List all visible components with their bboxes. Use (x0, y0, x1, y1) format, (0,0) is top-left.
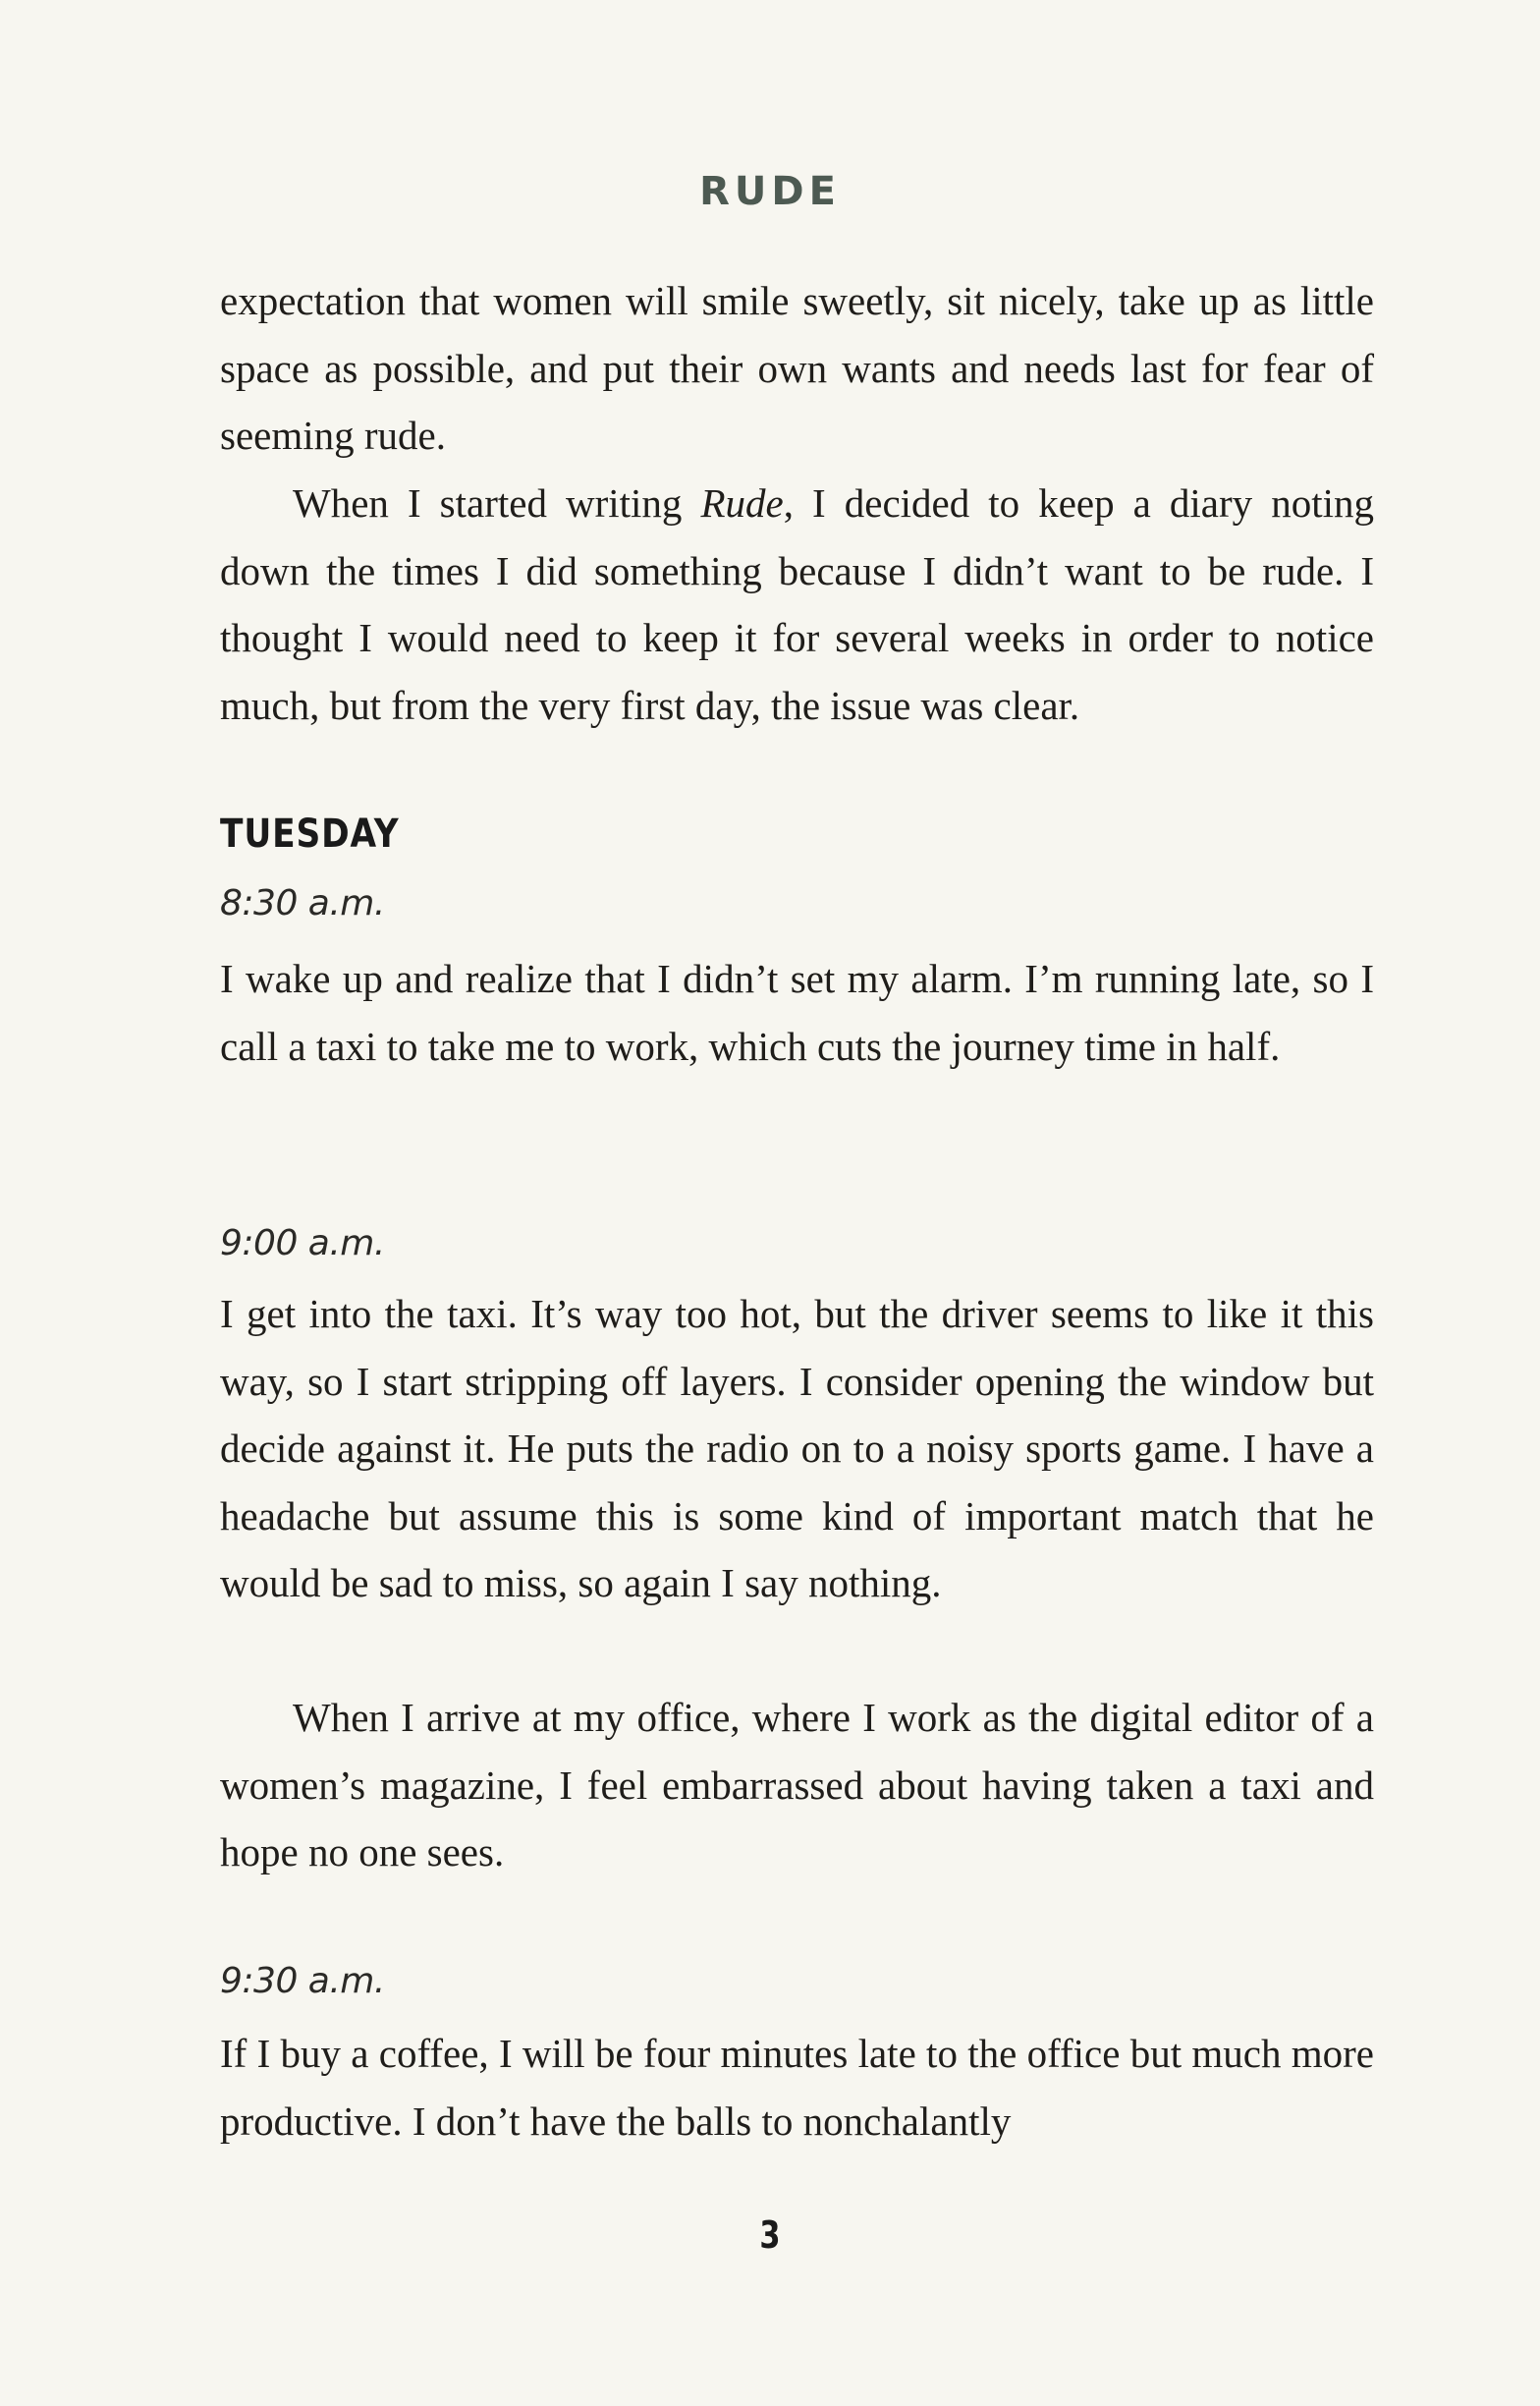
intro-paragraph: expectation that women will smile sweetly, sit nicely, take up as little space as possible, and put their own wants and needs last for fear of seeming rude. (220, 278, 1374, 458)
page-number: 3 (759, 2213, 781, 2257)
running-header-title: RUDE (699, 169, 841, 214)
entry-time: 9:30 a.m. (220, 1961, 385, 2001)
paragraph-text-before-title: When I started writing (293, 480, 701, 526)
entry-paragraph: If I buy a coffee, I will be four minutes late to the office but much more productive. I don’t have the balls to nonchalantly (220, 2031, 1374, 2144)
second-paragraph (220, 470, 1374, 739)
paragraph-text-after-title: , I decided to keep a diary noting down the times I did something because I didn’t want to be rude. I thought I would need to keep it for several weeks in order to notice much, but from the very first day, the issue was clear. (220, 480, 1374, 728)
entry-paragraph: I get into the taxi. It’s way too hot, but the driver seems to like it this way, so I start stripping off layers. I consider opening the window but decide against it. He puts the radio on to a noisy sports game. I have a headache but assume this is some kind of important match that he would be sad to miss, so again I say nothing. (220, 1291, 1374, 1605)
entry-paragraph: I wake up and realize that I didn’t set my alarm. I’m running late, so I call a taxi to take me to work, which cuts the journey time in half. (220, 956, 1374, 1069)
entry-time: 9:00 a.m. (220, 1223, 385, 1263)
book-title-italic: Rude (700, 480, 784, 526)
entry-time: 8:30 a.m. (220, 883, 385, 923)
entry-paragraph: When I arrive at my office, where I work as the digital editor of a women’s magazine, I feel embarrassed about having taken a taxi and hope no one sees. (220, 1695, 1374, 1874)
diary-day-heading: TUESDAY (220, 811, 400, 857)
